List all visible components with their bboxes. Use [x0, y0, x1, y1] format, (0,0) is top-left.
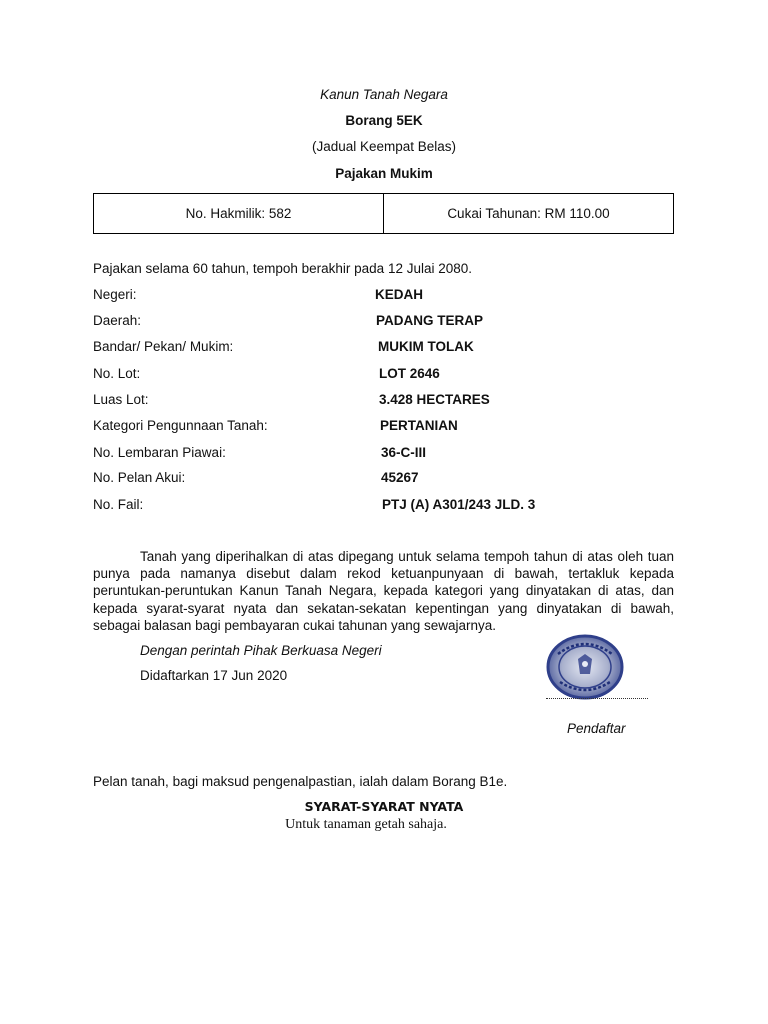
- detail-row-state: [93, 287, 653, 307]
- signature-line: [546, 698, 648, 699]
- detail-value: KEDAH: [375, 287, 424, 302]
- conditions-text: Untuk tanaman getah sahaja.: [285, 817, 447, 832]
- detail-value: PERTANIAN: [380, 418, 458, 433]
- detail-row-standard-sheet: [93, 445, 653, 465]
- grant-type-title: Pajakan Mukim: [335, 166, 433, 181]
- plan-note: Pelan tanah, bagi maksud pengenalpastian, ialah dalam Borang B1e.: [93, 774, 508, 789]
- detail-value: 36-C-III: [381, 445, 427, 460]
- detail-label: No. Pelan Akui:: [93, 470, 186, 485]
- registrar-label: Pendaftar: [567, 721, 626, 736]
- schedule-title: (Jadual Keempat Belas): [311, 139, 457, 154]
- detail-value: 3.428 HECTARES: [379, 392, 490, 407]
- annual-tax: Cukai Tahunan: RM 110.00: [383, 194, 673, 233]
- tenure-paragraph-text: Tanah yang diperihalkan di atas dipegang untuk selama tempoh tahun di atas oleh tuan punya pada namanya disebut dalam rekod ketuanpunyaan di bawah, tertakluk kepada peruntukan-peruntukan Kanun Tanah Negara, kepada kategori yang dinyatakan di atas, dan kepada syarat-syarat nyata dan sekatan-sekatan kepentingan yang dinyatakan di bawah, sebagai balasan bagi pembayaran cukai tahunan yang sewajarnya.: [93, 549, 674, 633]
- detail-row-area: [93, 392, 653, 412]
- detail-label: Kategori Pengunnaan Tanah:: [93, 418, 268, 433]
- detail-label: Bandar/ Pekan/ Mukim:: [93, 339, 234, 354]
- detail-value: 45267: [381, 470, 419, 485]
- detail-value: PADANG TERAP: [376, 313, 484, 328]
- detail-value: PTJ (A) A301/243 JLD. 3: [382, 497, 536, 512]
- detail-label: Negeri:: [93, 287, 137, 302]
- conditions-heading: SYARAT-SYARAT NYATA: [304, 799, 464, 814]
- act-title: Kanun Tanah Negara: [320, 87, 448, 102]
- registration-date: Didaftarkan 17 Jun 2020: [140, 668, 288, 683]
- detail-label: Daerah:: [93, 313, 142, 328]
- detail-row-mukim: [93, 339, 653, 359]
- detail-row-file: [93, 497, 653, 517]
- detail-row-land-use: [93, 418, 653, 438]
- detail-label: Luas Lot:: [93, 392, 149, 407]
- detail-value: LOT 2646: [379, 366, 440, 381]
- detail-value: MUKIM TOLAK: [378, 339, 474, 354]
- form-title: Borang 5EK: [345, 113, 423, 128]
- detail-label: No. Fail:: [93, 497, 144, 512]
- title-number: No. Hakmilik: 582: [185, 206, 292, 221]
- tenure-paragraph: [93, 548, 674, 634]
- lease-term: Pajakan selama 60 tahun, tempoh berakhir pada 12 Julai 2080.: [93, 261, 473, 276]
- detail-row-lot: [93, 366, 653, 386]
- authority-order: Dengan perintah Pihak Berkuasa Negeri: [140, 643, 382, 658]
- detail-label: No. Lembaran Piawai:: [93, 445, 226, 460]
- detail-row-plan: [93, 470, 653, 490]
- detail-row-district: [93, 313, 653, 333]
- detail-label: No. Lot:: [93, 366, 141, 381]
- official-seal-icon: [544, 632, 626, 702]
- title-info-box: [93, 193, 674, 234]
